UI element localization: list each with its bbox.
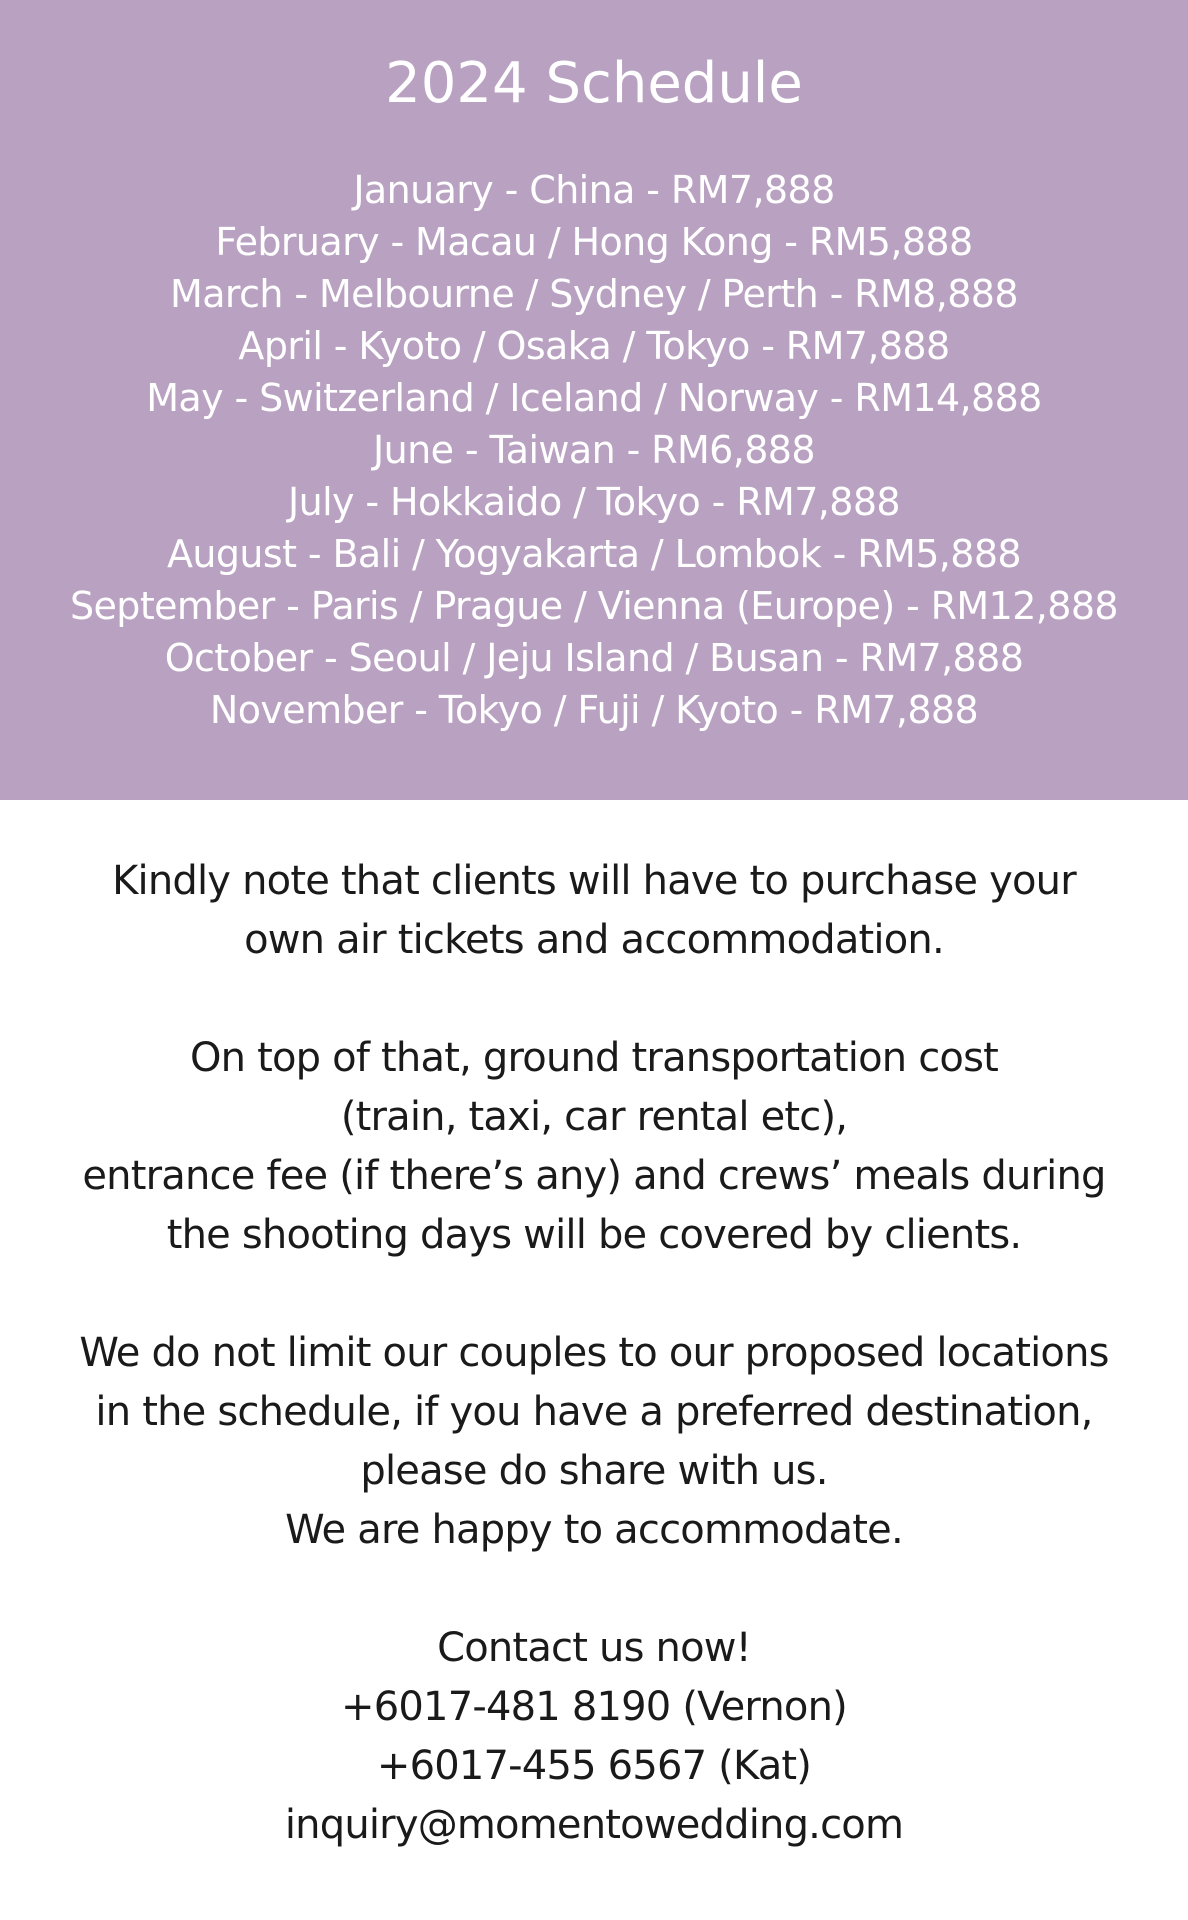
cost-note-line: entrance fee (if there’s any) and crews’ meals during bbox=[82, 1153, 1106, 1199]
ticket-note-line: own air tickets and accommodation. bbox=[244, 917, 944, 963]
paragraph-gap bbox=[0, 970, 1188, 1029]
ticket-note-line: Kindly note that clients will have to purchase your bbox=[112, 858, 1076, 904]
schedule-item-september: September - Paris / Prague / Vienna (Europe) - RM12,888 bbox=[70, 584, 1118, 628]
contact-phone-vernon: +6017-481 8190 (Vernon) bbox=[341, 1684, 847, 1730]
paragraph-gap bbox=[0, 1560, 1188, 1619]
schedule-item-april: April - Kyoto / Osaka / Tokyo - RM7,888 bbox=[238, 324, 950, 368]
contact-email: inquiry@momentowedding.com bbox=[284, 1802, 904, 1848]
schedule-item-november: November - Tokyo / Fuji / Kyoto - RM7,888 bbox=[209, 688, 979, 732]
schedule-item-may: May - Switzerland / Iceland / Norway - RM14,888 bbox=[146, 376, 1042, 420]
destination-note-line: please do share with us. bbox=[360, 1448, 828, 1494]
schedule-item-october: October - Seoul / Jeju Island / Busan - RM7,888 bbox=[164, 636, 1024, 680]
notes-section bbox=[0, 852, 1188, 1855]
schedule-item-august: August - Bali / Yogyakarta / Lombok - RM5,888 bbox=[167, 532, 1021, 576]
paragraph-gap bbox=[0, 1265, 1188, 1324]
schedule-item-june: June - Taiwan - RM6,888 bbox=[373, 428, 815, 472]
cost-note-line: the shooting days will be covered by clients. bbox=[166, 1212, 1022, 1258]
contact-phone-kat: +6017-455 6567 (Kat) bbox=[376, 1743, 812, 1789]
cost-note-line: (train, taxi, car rental etc), bbox=[340, 1094, 848, 1140]
destination-note-line: We are happy to accommodate. bbox=[285, 1507, 903, 1553]
schedule-item-january: January - China - RM7,888 bbox=[353, 168, 835, 212]
schedule-item-july: July - Hokkaido / Tokyo - RM7,888 bbox=[288, 480, 900, 524]
cost-note-line: On top of that, ground transportation cost bbox=[189, 1035, 999, 1081]
destination-note-line: in the schedule, if you have a preferred destination, bbox=[95, 1389, 1093, 1435]
schedule-list bbox=[0, 164, 1188, 736]
schedule-item-february: February - Macau / Hong Kong - RM5,888 bbox=[215, 220, 973, 264]
schedule-item-march: March - Melbourne / Sydney / Perth - RM8,888 bbox=[170, 272, 1018, 316]
destination-note-line: We do not limit our couples to our proposed locations bbox=[79, 1330, 1109, 1376]
contact-heading: Contact us now! bbox=[437, 1625, 751, 1671]
schedule-title: 2024 Schedule bbox=[385, 51, 803, 116]
schedule-panel bbox=[0, 0, 1188, 800]
